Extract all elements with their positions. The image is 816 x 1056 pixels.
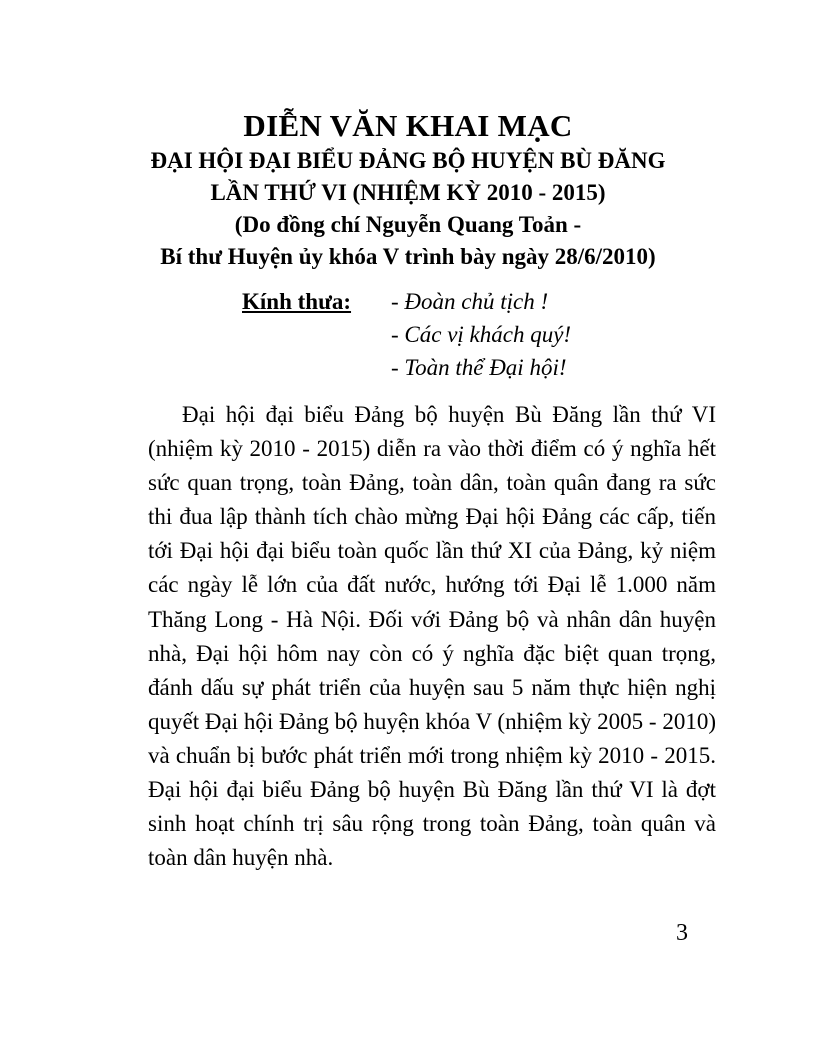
salutation-item: - Toàn thể Đại hội! xyxy=(391,355,567,380)
heading-line-presenter: (Do đồng chí Nguyễn Quang Toản - xyxy=(234,212,582,237)
body-paragraph: Đại hội đại biểu Đảng bộ huyện Bù Đăng lần thứ VI (nhiệm kỳ 2010 - 2015) diễn ra vào thời điểm có ý nghĩa hết sức quan trọng, toàn Đảng, toàn dân, toàn quân đang ra sức thi đua lập thành tích chào mừng Đại hội Đảng các cấp, tiến tới Đại hội đại biểu toàn quốc lần thứ XI của Đảng, kỷ niệm các ngày lễ lớn của đất nước, hướng tới Đại lễ 1.000 năm Thăng Long - Hà Nội. Đối với Đảng bộ và nhân dân huyện nhà, Đại hội hôm nay còn có ý nghĩa đặc biệt quan trọng, đánh dấu sự phát triển của huyện sau 5 năm thực hiện nghị quyết Đại hội Đảng bộ huyện khóa V (nhiệm kỳ 2005 - 2010) và chuẩn bị bước phát triển mới trong nhiệm kỳ 2010 - 2015. Đại hội đại biểu Đảng bộ huyện Bù Đăng lần thứ VI là đợt sinh hoạt chính trị sâu rộng trong toàn Đảng, toàn quân và toàn dân huyện nhà. xyxy=(148,402,716,871)
salutation-label: Kính thưa: xyxy=(242,289,352,314)
heading-line-congress: ĐẠI HỘI ĐẠI BIỂU ĐẢNG BỘ HUYỆN BÙ ĐĂNG xyxy=(150,148,666,173)
document-title: DIỄN VĂN KHAI MẠC xyxy=(243,108,573,143)
page-number: 3 xyxy=(676,920,688,946)
heading-line-presenter-role: Bí thư Huyện ủy khóa V trình bày ngày 28/6/2010) xyxy=(160,244,656,269)
salutation-item: - Đoàn chủ tịch ! xyxy=(391,289,549,314)
salutation-item: - Các vị khách quý! xyxy=(391,322,572,347)
document-heading xyxy=(100,108,716,272)
heading-line-term: LẦN THỨ VI (NHIỆM KỲ 2010 - 2015) xyxy=(210,180,606,205)
